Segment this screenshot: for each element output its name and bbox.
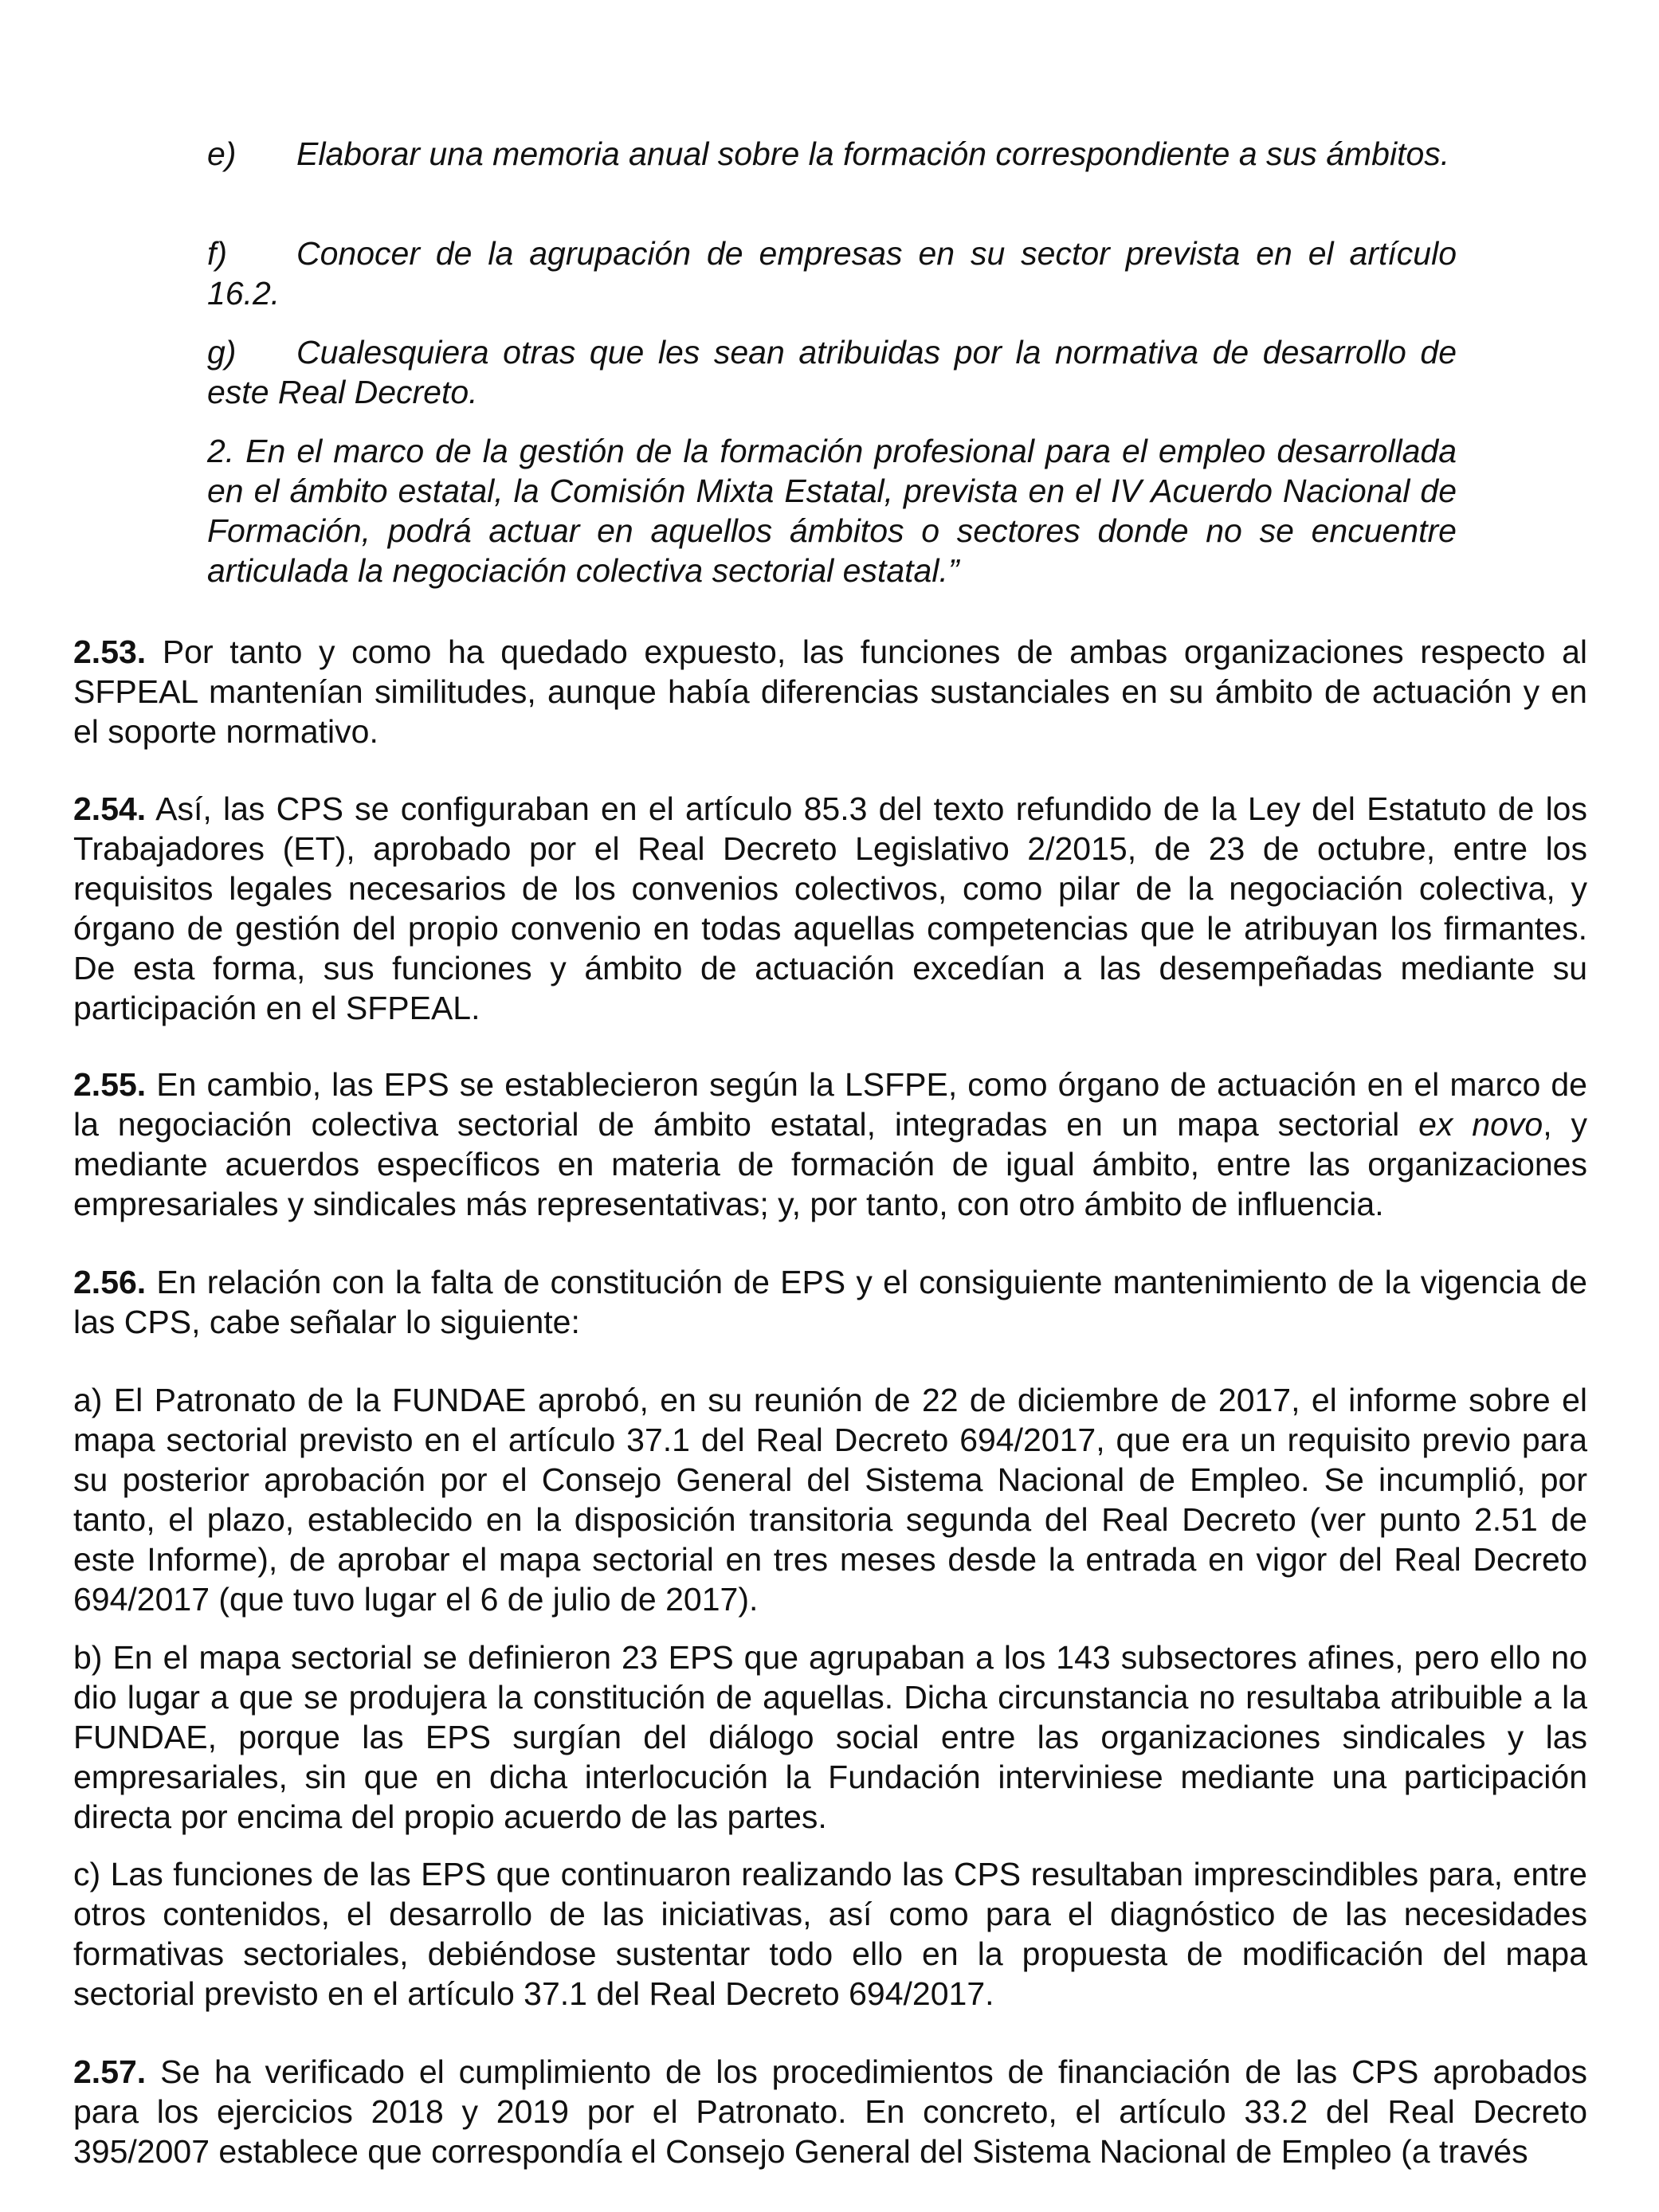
paragraph-number: 2.57. [73,2053,147,2090]
paragraph-number: 2.56. [73,1264,147,1300]
paragraph-2-56-c: c) Las funciones de las EPS que continuaron realizando las CPS resultaban imprescindibles para, entre otros contenidos, el desarrollo de las iniciativas, así como para el diagnóstico de las necesidades formativas sectoriales, debiéndose sustentar todo ello en la propuesta de modificación del mapa sectorial previsto en el artículo 37.1 del Real Decreto 694/2017. [73,1856,1587,2012]
quote-item-f-label: f) [207,235,228,272]
paragraph-italic: ex novo [1418,1106,1543,1143]
paragraph-number: 2.53. [73,633,147,670]
paragraph-2-55 [73,1065,1587,1224]
paragraph-text: Se ha verificado el cumplimiento de los procedimientos de financiación de las CPS aprobados para los ejercicios 2018 y 2019 por el Patronato. En concreto, el artículo 33.2 del Real Decreto 395/2007 establece que correspondía el Consejo General del Sistema Nacional de Empleo (a través [73,2053,1587,2170]
paragraph-2-56-b: b) En el mapa sectorial se definieron 23 EPS que agrupaban a los 143 subsectores afines, pero ello no dio lugar a que se produjera la constitución de aquellas. Dicha circunstancia no resultaba atribuible a la FUNDAE, porque las EPS surgían del diálogo social entre las organizaciones sindicales y las empresariales, sin que en dicha interlocución la Fundación interviniese mediante una participación directa por encima del propio acuerdo de las partes. [73,1639,1587,1835]
quote-point-2: 2. En el marco de la gestión de la formación profesional para el empleo desarrollada en el ámbito estatal, la Comisión Mixta Estatal, prevista en el IV Acuerdo Nacional de Formación, podrá actuar en aquellos ámbitos o sectores donde no se encuentre articulada la negociación colectiva sectorial estatal.” [207,433,1457,589]
quote-item-f-text: Conocer de la agrupación de empresas en su sector prevista en el artículo 16.2. [207,235,1457,312]
quote-item-e-label: e) [207,135,237,172]
quote-item-e [207,134,1457,174]
quote-item-f [207,233,1457,313]
paragraph-2-56 [73,1262,1587,1342]
paragraph-2-57 [73,2052,1587,2171]
paragraph-number: 2.55. [73,1066,147,1103]
paragraph-text: Así, las CPS se configuraban en el artículo 85.3 del texto refundido de la Ley del Estatuto de los Trabajadores (ET), aprobado por el Real Decreto Legislativo 2/2015, de 23 de octubre, entre los requisitos legales necesarios de los convenios colectivos, como pilar de la negociación colectiva, y órgano de gestión del propio convenio en todas aquellas competencias que le atribuyan los firmantes. De esta forma, sus funciones y ámbito de actuación excedían a las desempeñadas mediante su participación en el SFPEAL. [73,790,1587,1026]
paragraph-2-53 [73,632,1587,751]
quote-item-g-text: Cualesquiera otras que les sean atribuidas por la normativa de desarrollo de este Real Decreto. [207,334,1457,410]
paragraph-2-54 [73,789,1587,1028]
paragraph-text: En relación con la falta de constitución de EPS y el consiguiente mantenimiento de la vigencia de las CPS, cabe señalar lo siguiente: [73,1264,1587,1340]
paragraph-2-56-a: a) El Patronato de la FUNDAE aprobó, en su reunión de 22 de diciembre de 2017, el informe sobre el mapa sectorial previsto en el artículo 37.1 del Real Decreto 694/2017, que era un requisito previo para su posterior aprobación por el Consejo General del Sistema Nacional de Empleo. Se incumplió, por tanto, el plazo, establecido en la disposición transitoria segunda del Real Decreto (ver punto 2.51 de este Informe), de aprobar el mapa sectorial en tres meses desde la entrada en vigor del Real Decreto 694/2017 (que tuvo lugar el 6 de julio de 2017). [73,1382,1587,1618]
paragraph-text: Por tanto y como ha quedado expuesto, las funciones de ambas organizaciones respecto al SFPEAL mantenían similitudes, aunque había diferencias sustanciales en su ámbito de actuación y en el soporte normativo. [73,633,1587,750]
paragraph-number: 2.54. [73,790,147,827]
paragraph-text: En cambio, las EPS se establecieron según la LSFPE, como órgano de actuación en el marco de la negociación colectiva sectorial de ámbito estatal, integradas en un mapa sectorial [73,1066,1587,1143]
quote-item-e-text: Elaborar una memoria anual sobre la formación correspondiente a sus ámbitos. [296,135,1450,172]
quote-item-g [207,332,1457,412]
paragraph-text-after: , y mediante acuerdos específicos en materia de formación de igual ámbito, entre las organizaciones empresariales y sindicales más representativas; y, por tanto, con otro ámbito de influencia. [73,1106,1587,1222]
quote-item-g-label: g) [207,334,237,371]
